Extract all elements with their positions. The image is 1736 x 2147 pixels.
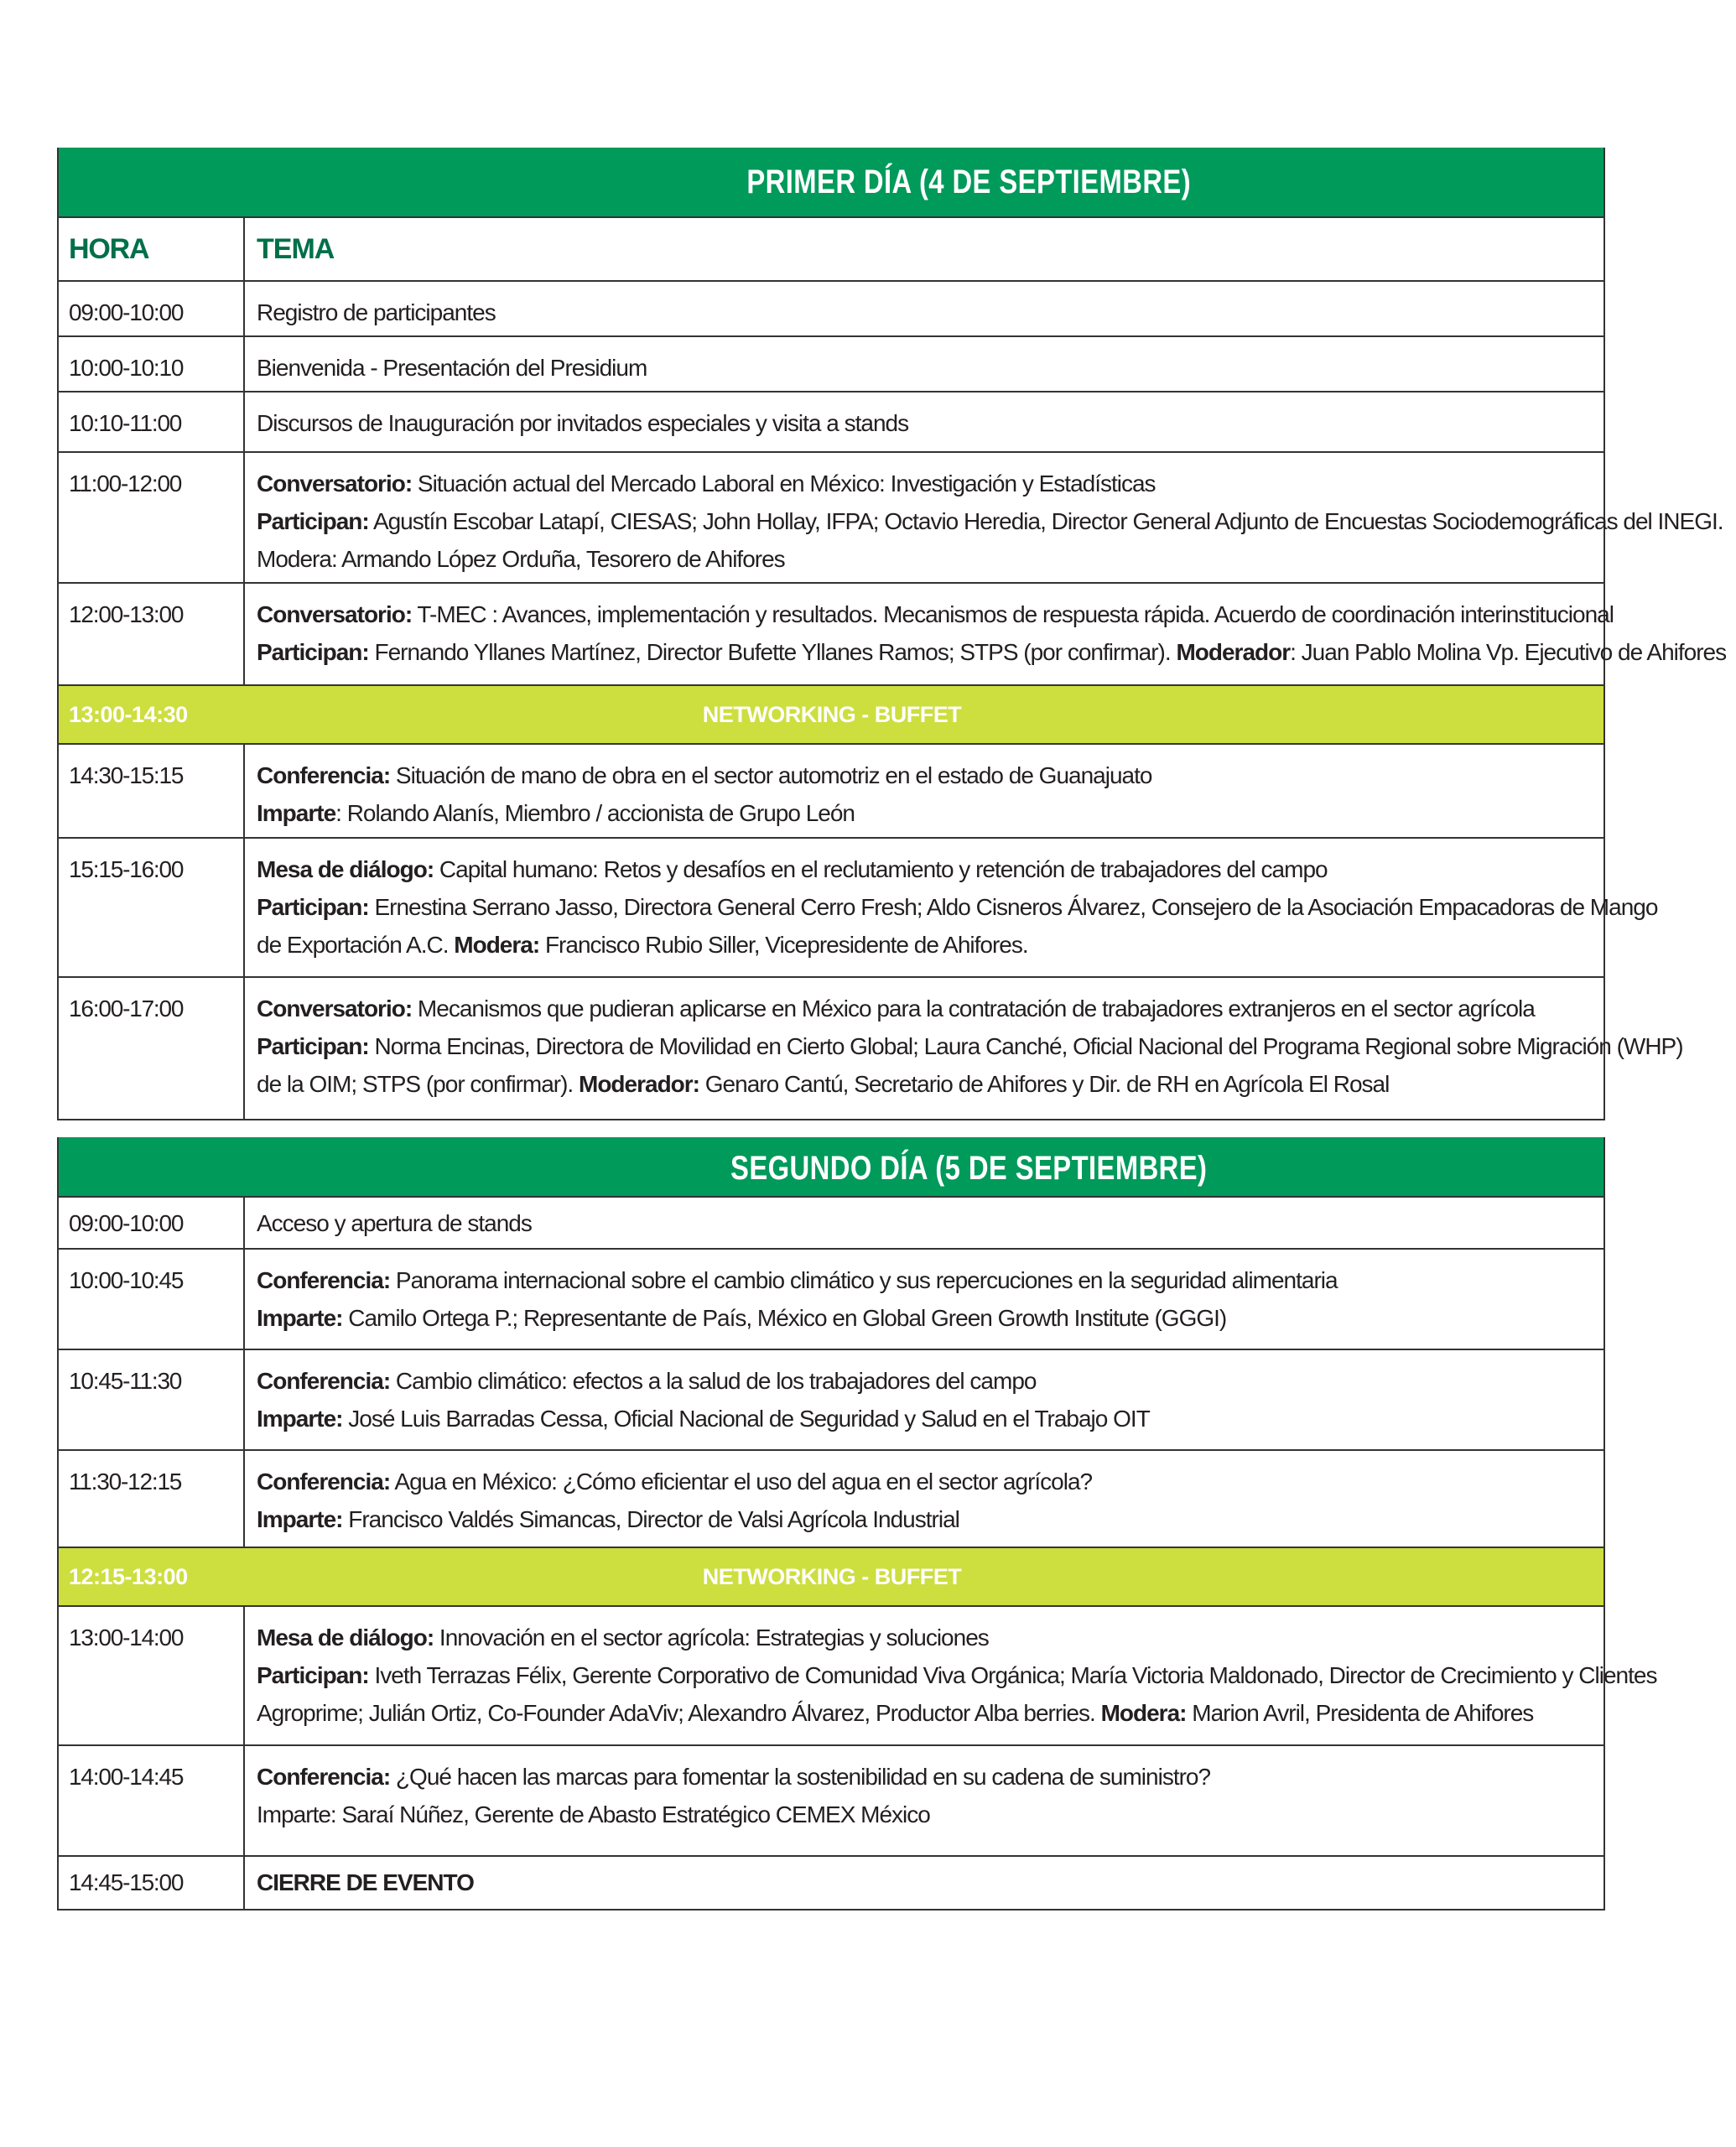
row-topic xyxy=(245,1857,1603,1909)
moderator-text: Marion Avril, Presidenta de Ahifores xyxy=(1186,1700,1534,1726)
row-topic xyxy=(245,745,1603,837)
row-topic xyxy=(245,1607,1666,1744)
break-time: 13:00-14:30 xyxy=(69,701,188,727)
table-row xyxy=(59,1855,1603,1909)
session-type: Conferencia: xyxy=(257,1764,391,1790)
participants-label: Participan: xyxy=(257,894,369,920)
networking-break-row xyxy=(59,684,1603,743)
speaker-label: Imparte: xyxy=(257,1305,343,1331)
row-time: 10:45-11:30 xyxy=(59,1350,245,1449)
row-time: 09:00-10:00 xyxy=(59,282,245,335)
row-topic xyxy=(245,584,1736,684)
session-title: Innovación en el sector agrícola: Estrategias y soluciones xyxy=(434,1625,989,1651)
row-time: 14:45-15:00 xyxy=(59,1857,245,1909)
row-topic xyxy=(245,1250,1603,1349)
session-type: Mesa de diálogo: xyxy=(257,856,434,882)
column-header-row xyxy=(59,216,1603,280)
table-row xyxy=(59,743,1603,837)
participants-text: Fernando Yllanes Martínez, Director Bufette Yllanes Ramos; STPS (por confirmar). xyxy=(368,639,1177,665)
row-time: 16:00-17:00 xyxy=(59,978,245,1119)
table-row xyxy=(59,837,1658,976)
moderator-label: Moderador: xyxy=(579,1071,699,1097)
table-row xyxy=(59,1349,1603,1449)
networking-break-row xyxy=(59,1547,1603,1605)
row-time: 10:00-10:10 xyxy=(59,337,245,391)
row-time: 09:00-10:00 xyxy=(59,1198,245,1248)
moderator-label: Moderador xyxy=(1176,639,1291,665)
participants-text: Agustín Escobar Latapí, CIESAS; John Hollay, IFPA; Octavio Heredia, Director General Adjunto de Encuestas Sociodemográficas del INEGI. xyxy=(368,508,1723,534)
moderator-text: Modera: Armando López Orduña, Tesorero de Ahifores xyxy=(257,546,785,572)
participants-label: Participan: xyxy=(257,1662,369,1688)
topic-text: Registro de participantes xyxy=(257,299,496,325)
participants-label: Participan: xyxy=(257,639,369,665)
break-time: 12:15-13:00 xyxy=(69,1563,188,1589)
col-hora-header: HORA xyxy=(59,218,245,280)
row-topic xyxy=(245,1746,1603,1855)
table-row xyxy=(59,1196,1603,1248)
session-title: Situación de mano de obra en el sector automotriz en el estado de Guanajuato xyxy=(390,762,1152,788)
session-type: Conferencia: xyxy=(257,762,391,788)
session-type: Conversatorio: xyxy=(257,601,413,627)
speaker-text: Imparte: Saraí Núñez, Gerente de Abasto Estratégico CEMEX México xyxy=(257,1801,930,1827)
participants-text: Norma Encinas, Directora de Movilidad en Cierto Global; Laura Canché, Oficial Nacional del Programa Regional sobre Migración (WHP) xyxy=(368,1033,1683,1059)
break-label: NETWORKING - BUFFET xyxy=(702,1563,962,1589)
participants-text-cont: de Exportación A.C. xyxy=(257,932,455,958)
day1-header-bar xyxy=(59,148,1603,216)
row-time: 11:30-12:15 xyxy=(59,1451,245,1547)
participants-label: Participan: xyxy=(257,508,369,534)
day2-title: SEGUNDO DÍA (5 DE SEPTIEMBRE) xyxy=(232,1137,1499,1196)
row-topic xyxy=(245,1350,1603,1449)
row-topic xyxy=(245,1451,1603,1547)
row-time: 12:00-13:00 xyxy=(59,584,245,684)
day1-schedule-table xyxy=(57,148,1727,1120)
session-title: Capital humano: Retos y desafíos en el reclutamiento y retención de trabajadores del campo xyxy=(434,856,1328,882)
moderator-label: Modera: xyxy=(1100,1700,1187,1726)
row-topic xyxy=(245,839,1667,976)
session-title: T-MEC : Avances, implementación y resultados. Mecanismos de respuesta rápida. Acuerdo de coordinación interinstitucional xyxy=(412,601,1614,627)
session-title: Situación actual del Mercado Laboral en México: Investigación y Estadísticas xyxy=(412,470,1156,496)
break-label: NETWORKING - BUFFET xyxy=(702,701,962,727)
speaker-label: Imparte xyxy=(257,800,336,826)
topic-text: Discursos de Inauguración por invitados especiales y visita a stands xyxy=(257,410,909,436)
table-row xyxy=(59,1605,1657,1744)
table-row xyxy=(59,582,1727,684)
speaker-text: : Rolando Alanís, Miembro / accionista de Grupo León xyxy=(335,800,855,826)
row-topic xyxy=(245,453,1733,582)
topic-text: Bienvenida - Presentación del Presidium xyxy=(257,355,647,381)
session-type: Conversatorio: xyxy=(257,996,413,1022)
session-title: ¿Qué hacen las marcas para fomentar la sostenibilidad en su cadena de suministro? xyxy=(390,1764,1211,1790)
row-time: 13:00-14:00 xyxy=(59,1607,245,1744)
day1-title: PRIMER DÍA (4 DE SEPTIEMBRE) xyxy=(232,148,1499,216)
table-row xyxy=(59,451,1723,582)
session-title: Cambio climático: efectos a la salud de los trabajadores del campo xyxy=(390,1368,1037,1394)
row-time: 10:10-11:00 xyxy=(59,392,245,451)
row-time: 14:00-14:45 xyxy=(59,1746,245,1855)
table-row xyxy=(59,1449,1603,1547)
session-type: Conferencia: xyxy=(257,1267,391,1293)
participants-text-cont: Agroprime; Julián Ortiz, Co-Founder AdaViv; Alexandro Álvarez, Productor Alba berries. xyxy=(257,1700,1101,1726)
participants-text-cont: de la OIM; STPS (por confirmar). xyxy=(257,1071,579,1097)
session-title: Agua en México: ¿Cómo eficientar el uso del agua en el sector agrícola? xyxy=(390,1469,1093,1495)
speaker-label: Imparte: xyxy=(257,1406,343,1432)
event-closing-label: CIERRE DE EVENTO xyxy=(257,1869,474,1895)
participants-text: Ernestina Serrano Jasso, Directora General Cerro Fresh; Aldo Cisneros Álvarez, Consejero de la Asociación Empacadoras de Mango xyxy=(368,894,1658,920)
speaker-label: Imparte: xyxy=(257,1506,343,1532)
session-title: Mecanismos que pudieran aplicarse en México para la contratación de trabajadores extranjeros en el sector agrícola xyxy=(412,996,1535,1022)
speaker-text: Francisco Valdés Simancas, Director de Valsi Agrícola Industrial xyxy=(342,1506,959,1532)
session-type: Conferencia: xyxy=(257,1368,391,1394)
day2-schedule-table xyxy=(57,1137,1657,1910)
row-topic xyxy=(245,978,1693,1119)
row-topic xyxy=(245,392,1603,451)
session-type: Conferencia: xyxy=(257,1469,391,1495)
moderator-text: Francisco Rubio Siller, Vicepresidente de Ahifores. xyxy=(539,932,1028,958)
table-row xyxy=(59,335,1603,391)
speaker-text: José Luis Barradas Cessa, Oficial Nacional de Seguridad y Salud en el Trabajo OIT xyxy=(342,1406,1150,1432)
row-topic xyxy=(245,282,1603,335)
session-title: Panorama internacional sobre el cambio climático y sus repercuciones en la seguridad alimentaria xyxy=(390,1267,1338,1293)
col-tema-header: TEMA xyxy=(257,233,335,265)
table-row xyxy=(59,391,1603,451)
row-time: 10:00-10:45 xyxy=(59,1250,245,1349)
row-topic xyxy=(245,337,1603,391)
table-row xyxy=(59,280,1603,335)
row-time: 15:15-16:00 xyxy=(59,839,245,976)
day2-header-bar xyxy=(59,1137,1603,1196)
table-row xyxy=(59,1248,1603,1349)
moderator-text: : Juan Pablo Molina Vp. Ejecutivo de Ahifores xyxy=(1290,639,1727,665)
moderator-text: Genaro Cantú, Secretario de Ahifores y Dir. de RH en Agrícola El Rosal xyxy=(699,1071,1390,1097)
row-topic xyxy=(245,1198,1603,1248)
topic-text: Acceso y apertura de stands xyxy=(257,1210,532,1236)
table-row xyxy=(59,976,1683,1119)
participants-label: Participan: xyxy=(257,1033,369,1059)
row-time: 11:00-12:00 xyxy=(59,453,245,582)
table-row xyxy=(59,1744,1603,1855)
speaker-text: Camilo Ortega P.; Representante de País, México en Global Green Growth Institute (GGGI) xyxy=(342,1305,1227,1331)
moderator-label: Modera: xyxy=(454,932,540,958)
row-time: 14:30-15:15 xyxy=(59,745,245,837)
participants-text: Iveth Terrazas Félix, Gerente Corporativo de Comunidad Viva Orgánica; María Victoria Maldonado, Director de Crecimiento y Clientes xyxy=(368,1662,1657,1688)
session-type: Conversatorio: xyxy=(257,470,413,496)
session-type: Mesa de diálogo: xyxy=(257,1625,434,1651)
